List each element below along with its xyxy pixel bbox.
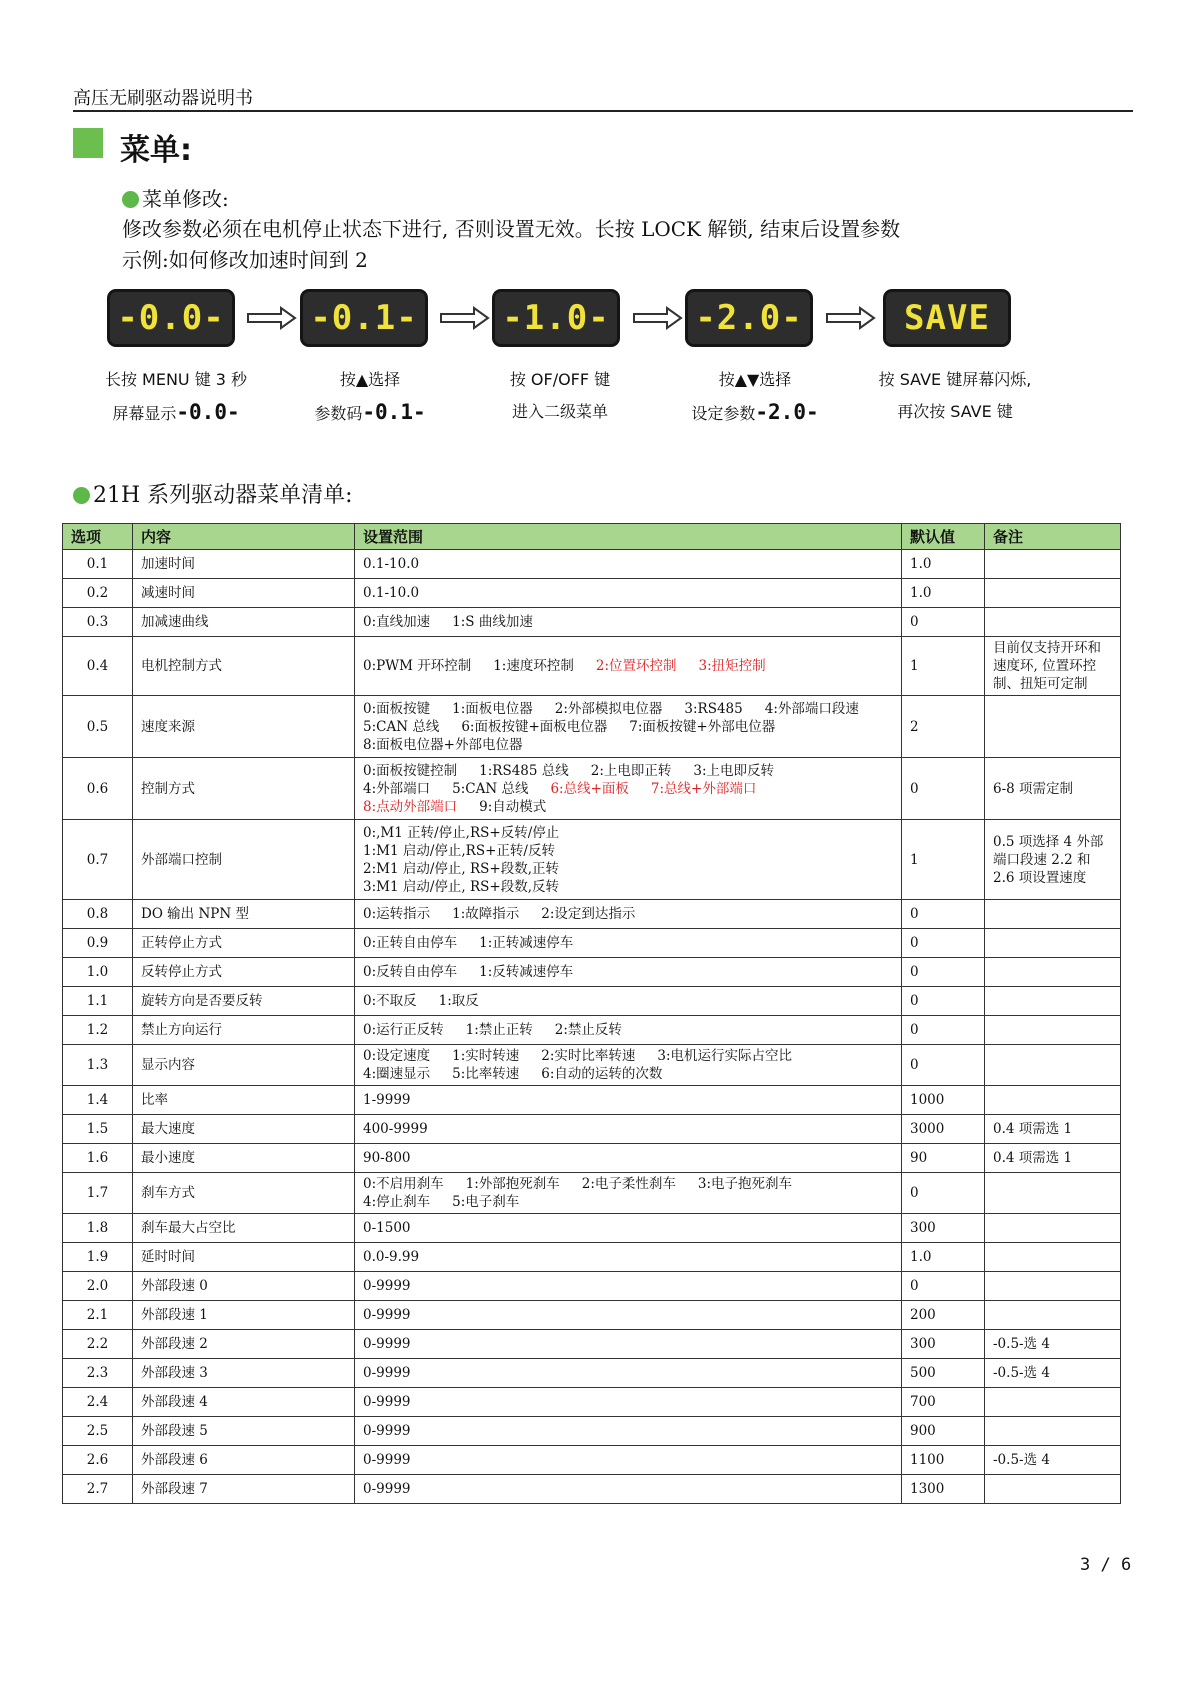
range-option: 0-9999 xyxy=(363,1365,411,1381)
table-row xyxy=(63,1359,1121,1388)
cell-range xyxy=(355,550,902,579)
cell-content: 加速时间 xyxy=(133,550,355,579)
cell-default: 1000 xyxy=(902,1086,985,1115)
range-option: 6:总线+面板 xyxy=(550,780,629,797)
th-default: 默认值 xyxy=(902,524,985,550)
range-option: 0:面板按键控制 xyxy=(363,762,458,779)
cell-default: 1 xyxy=(902,637,985,696)
lcd-text: -2.0- xyxy=(695,298,803,338)
cell-range xyxy=(355,696,902,758)
step-caption-line-2: 屏幕显示-0.0- xyxy=(112,400,240,424)
cell-option: 1.7 xyxy=(63,1173,133,1214)
cell-note xyxy=(985,1301,1121,1330)
range-option: 7:面板按键+外部电位器 xyxy=(629,718,776,735)
range-option: 0:反转自由停车 xyxy=(363,964,458,980)
range-option: 0-9999 xyxy=(363,1452,411,1468)
cell-note xyxy=(985,929,1121,958)
cell-content: 控制方式 xyxy=(133,758,355,820)
range-option: 8:面板电位器+外部电位器 xyxy=(363,736,523,753)
range-option: 4:外部端口 xyxy=(363,780,431,797)
range-option: 1:M1 启动/停止,RS+正转/反转 xyxy=(363,842,555,859)
step-caption-line-1: 按 SAVE 键屏幕闪烁, xyxy=(878,370,1032,389)
step-caption-line-2: 再次按 SAVE 键 xyxy=(897,402,1013,421)
cell-default: 1300 xyxy=(902,1475,985,1504)
menu-table xyxy=(62,523,1121,1504)
cell-range xyxy=(355,1417,902,1446)
cell-option: 0.6 xyxy=(63,758,133,820)
modify-bullet-text: 菜单修改: xyxy=(142,187,229,211)
list-bullet xyxy=(73,478,353,509)
range-option: 5:比率转速 xyxy=(452,1066,520,1082)
range-option: 3:M1 启动/停止, RS+段数,反转 xyxy=(363,878,559,895)
list-bullet-text: 21H 系列驱动器菜单清单: xyxy=(93,483,353,508)
cell-note: -0.5-选 4 xyxy=(985,1446,1121,1475)
cell-default: 0 xyxy=(902,1272,985,1301)
range-option: 2:禁止反转 xyxy=(554,1022,622,1038)
range-option: 90-800 xyxy=(363,1150,411,1166)
cell-content: DO 输出 NPN 型 xyxy=(133,900,355,929)
cell-option: 1.6 xyxy=(63,1144,133,1173)
range-option: 0-1500 xyxy=(363,1220,411,1236)
table-row xyxy=(63,758,1121,820)
step-caption-2 xyxy=(270,364,470,430)
cell-option: 2.5 xyxy=(63,1417,133,1446)
cell-content: 加减速曲线 xyxy=(133,608,355,637)
step-display-5 xyxy=(886,292,1016,344)
cell-content: 正转停止方式 xyxy=(133,929,355,958)
cell-default: 300 xyxy=(902,1214,985,1243)
cell-range xyxy=(355,1330,902,1359)
cell-content: 电机控制方式 xyxy=(133,637,355,696)
th-content: 内容 xyxy=(133,524,355,550)
th-note: 备注 xyxy=(985,524,1121,550)
cell-content: 比率 xyxy=(133,1086,355,1115)
range-option: 5:电子刹车 xyxy=(452,1194,520,1210)
step-caption-value: -0.1- xyxy=(362,400,426,424)
cell-default: 0 xyxy=(902,929,985,958)
cell-default: 1100 xyxy=(902,1446,985,1475)
cell-option: 1.3 xyxy=(63,1045,133,1086)
cell-range xyxy=(355,1301,902,1330)
step-caption-value: -0.0- xyxy=(176,400,240,424)
cell-range xyxy=(355,987,902,1016)
range-option: 2:电子柔性刹车 xyxy=(581,1176,676,1192)
cell-option: 1.5 xyxy=(63,1115,133,1144)
cell-option: 2.1 xyxy=(63,1301,133,1330)
range-option: 3:上电即反转 xyxy=(693,762,775,779)
step-caption-value: -2.0- xyxy=(755,400,819,424)
range-option: 6:面板按键+面板电位器 xyxy=(461,718,608,735)
cell-note xyxy=(985,1016,1121,1045)
range-option: 0:,M1 正转/停止,RS+反转/停止 xyxy=(363,824,560,841)
cell-range xyxy=(355,1359,902,1388)
cell-default: 0 xyxy=(902,1045,985,1086)
cell-default: 1.0 xyxy=(902,1243,985,1272)
range-option: 0:运转指示 xyxy=(363,906,431,922)
step-caption-line-1: 按▲选择 xyxy=(339,370,401,389)
cell-range xyxy=(355,758,902,820)
header-rule xyxy=(73,110,1133,112)
step-caption-3 xyxy=(460,364,660,428)
th-option: 选项 xyxy=(63,524,133,550)
table-row xyxy=(63,1272,1121,1301)
table-row xyxy=(63,550,1121,579)
cell-range xyxy=(355,1173,902,1214)
cell-note xyxy=(985,1045,1121,1086)
cell-note: 目前仅支持开环和速度环, 位置环控制、扭矩可定制 xyxy=(985,637,1121,696)
range-option: 0.1-10.0 xyxy=(363,585,420,601)
table-row xyxy=(63,1388,1121,1417)
table-row xyxy=(63,579,1121,608)
range-option: 0:直线加速 xyxy=(363,614,431,630)
cell-note xyxy=(985,1173,1121,1214)
modify-line-2: 示例:如何修改加速时间到 2 xyxy=(122,248,368,272)
cell-content: 外部段速 6 xyxy=(133,1446,355,1475)
step-caption-1 xyxy=(76,364,276,430)
cell-default: 200 xyxy=(902,1301,985,1330)
cell-option: 2.2 xyxy=(63,1330,133,1359)
cell-default: 0 xyxy=(902,987,985,1016)
cell-range xyxy=(355,579,902,608)
cell-default: 1.0 xyxy=(902,550,985,579)
cell-content: 外部段速 5 xyxy=(133,1417,355,1446)
range-option: 0:PWM 开环控制 xyxy=(363,658,472,674)
range-option: 400-9999 xyxy=(363,1121,428,1137)
table-header-row xyxy=(63,524,1121,550)
range-option: 0:正转自由停车 xyxy=(363,935,458,951)
cell-content: 外部段速 0 xyxy=(133,1272,355,1301)
cell-option: 0.4 xyxy=(63,637,133,696)
cell-default: 0 xyxy=(902,1173,985,1214)
cell-content: 最大速度 xyxy=(133,1115,355,1144)
step-caption-line-1: 按 OF/OFF 键 xyxy=(509,370,611,389)
th-range: 设置范围 xyxy=(355,524,902,550)
cell-content: 旋转方向是否要反转 xyxy=(133,987,355,1016)
cell-option: 1.4 xyxy=(63,1086,133,1115)
cell-option: 2.4 xyxy=(63,1388,133,1417)
cell-range xyxy=(355,820,902,900)
cell-note xyxy=(985,987,1121,1016)
section-title: 菜单: xyxy=(120,133,192,168)
lcd-display xyxy=(688,292,810,344)
table-row xyxy=(63,1243,1121,1272)
table-row xyxy=(63,1144,1121,1173)
range-option: 0:不取反 xyxy=(363,993,417,1009)
lcd-text: -0.1- xyxy=(310,298,418,338)
cell-note xyxy=(985,1388,1121,1417)
cell-option: 2.3 xyxy=(63,1359,133,1388)
cell-option: 1.9 xyxy=(63,1243,133,1272)
cell-range xyxy=(355,1045,902,1086)
cell-content: 显示内容 xyxy=(133,1045,355,1086)
table-body xyxy=(63,550,1121,1504)
cell-option: 0.5 xyxy=(63,696,133,758)
cell-note: 6-8 项需定制 xyxy=(985,758,1121,820)
cell-note: 0.5 项选择 4 外部端口段速 2.2 和 2.6 项设置速度 xyxy=(985,820,1121,900)
range-option: 0:面板按键 xyxy=(363,700,431,717)
cell-default: 2 xyxy=(902,696,985,758)
cell-option: 1.8 xyxy=(63,1214,133,1243)
range-option: 0:不启用刹车 xyxy=(363,1176,444,1192)
step-display-4 xyxy=(688,292,818,344)
table-row xyxy=(63,1330,1121,1359)
right-arrow-icon xyxy=(633,306,683,330)
lcd-text: -0.0- xyxy=(117,298,225,338)
cell-option: 2.0 xyxy=(63,1272,133,1301)
range-option: 0:设定速度 xyxy=(363,1048,431,1064)
range-option: 1:正转减速停车 xyxy=(479,935,574,951)
range-option: 1:故障指示 xyxy=(452,906,520,922)
cell-range xyxy=(355,958,902,987)
cell-default: 0 xyxy=(902,958,985,987)
step-caption-4 xyxy=(655,364,855,430)
range-option: 2:上电即正转 xyxy=(590,762,672,779)
range-option: 4:外部端口段速 xyxy=(764,700,859,717)
cell-note xyxy=(985,1272,1121,1301)
range-option: 2:设定到达指示 xyxy=(541,906,636,922)
table-row xyxy=(63,1475,1121,1504)
cell-content: 刹车方式 xyxy=(133,1173,355,1214)
range-option: 0-9999 xyxy=(363,1394,411,1410)
cell-option: 1.2 xyxy=(63,1016,133,1045)
right-arrow-icon xyxy=(247,306,297,330)
cell-range xyxy=(355,1144,902,1173)
range-option: 3:电机运行实际占空比 xyxy=(657,1048,793,1064)
cell-content: 速度来源 xyxy=(133,696,355,758)
range-option: 3:扭矩控制 xyxy=(698,658,766,674)
cell-range xyxy=(355,1446,902,1475)
cell-option: 0.8 xyxy=(63,900,133,929)
cell-content: 外部段速 4 xyxy=(133,1388,355,1417)
cell-range xyxy=(355,1475,902,1504)
range-option: 0:运行正反转 xyxy=(363,1022,444,1038)
range-option: 1:面板电位器 xyxy=(452,700,533,717)
modify-bullet xyxy=(122,183,229,212)
cell-note: 0.4 项需选 1 xyxy=(985,1144,1121,1173)
cell-default: 3000 xyxy=(902,1115,985,1144)
right-arrow-icon xyxy=(440,306,490,330)
cell-note: -0.5-选 4 xyxy=(985,1330,1121,1359)
range-option: 0.1-10.0 xyxy=(363,556,420,572)
cell-default: 900 xyxy=(902,1417,985,1446)
table-row xyxy=(63,1214,1121,1243)
range-option: 4:停止刹车 xyxy=(363,1194,431,1210)
range-option: 3:电子抱死刹车 xyxy=(697,1176,793,1192)
range-option: 1:外部抱死刹车 xyxy=(465,1176,560,1192)
range-option: 1-9999 xyxy=(363,1092,411,1108)
bullet-dot-icon xyxy=(122,191,139,208)
step-display-1 xyxy=(110,292,240,344)
step-display-3 xyxy=(495,292,625,344)
range-option: 1:实时转速 xyxy=(452,1048,520,1064)
table-row xyxy=(63,608,1121,637)
cell-default: 0 xyxy=(902,1016,985,1045)
cell-content: 外部段速 3 xyxy=(133,1359,355,1388)
table-row xyxy=(63,1045,1121,1086)
section-square-icon xyxy=(73,128,103,158)
range-option: 1:速度环控制 xyxy=(493,658,574,674)
table-row xyxy=(63,1115,1121,1144)
lcd-display xyxy=(495,292,617,344)
menu-steps-diagram xyxy=(104,292,1040,432)
range-option: 0-9999 xyxy=(363,1423,411,1439)
table-row xyxy=(63,1173,1121,1214)
cell-note: -0.5-选 4 xyxy=(985,1359,1121,1388)
cell-note xyxy=(985,1243,1121,1272)
cell-content: 反转停止方式 xyxy=(133,958,355,987)
cell-option: 0.1 xyxy=(63,550,133,579)
cell-range xyxy=(355,1016,902,1045)
cell-default: 300 xyxy=(902,1330,985,1359)
range-option: 2:外部模拟电位器 xyxy=(554,700,663,717)
cell-note xyxy=(985,1475,1121,1504)
cell-range xyxy=(355,1214,902,1243)
modify-line-1: 修改参数必须在电机停止状态下进行, 否则设置无效。长按 LOCK 解锁, 结束后设置参数 xyxy=(122,217,901,241)
right-arrow-icon xyxy=(826,306,876,330)
range-option: 0.0-9.99 xyxy=(363,1249,420,1265)
step-caption-5 xyxy=(855,364,1055,428)
table-row xyxy=(63,987,1121,1016)
range-option: 5:CAN 总线 xyxy=(452,780,529,797)
range-option: 7:总线+外部端口 xyxy=(650,780,757,797)
table-row xyxy=(63,958,1121,987)
cell-range xyxy=(355,900,902,929)
cell-content: 外部段速 1 xyxy=(133,1301,355,1330)
range-option: 1:取反 xyxy=(438,993,479,1009)
lcd-display xyxy=(110,292,232,344)
cell-range xyxy=(355,1115,902,1144)
range-option: 0-9999 xyxy=(363,1278,411,1294)
table-row xyxy=(63,929,1121,958)
table-row xyxy=(63,637,1121,696)
lcd-text: SAVE xyxy=(904,298,990,338)
cell-option: 1.0 xyxy=(63,958,133,987)
cell-option: 0.9 xyxy=(63,929,133,958)
cell-range xyxy=(355,1086,902,1115)
cell-content: 外部端口控制 xyxy=(133,820,355,900)
cell-note: 0.4 项需选 1 xyxy=(985,1115,1121,1144)
range-option: 6:自动的运转的次数 xyxy=(541,1066,663,1082)
cell-range xyxy=(355,929,902,958)
cell-note xyxy=(985,1214,1121,1243)
range-option: 3:RS485 xyxy=(684,700,743,717)
page-number: 3 / 6 xyxy=(1080,1555,1132,1575)
cell-default: 700 xyxy=(902,1388,985,1417)
step-caption-line-2: 设定参数-2.0- xyxy=(691,400,819,424)
cell-option: 0.2 xyxy=(63,579,133,608)
cell-option: 0.3 xyxy=(63,608,133,637)
cell-content: 延时时间 xyxy=(133,1243,355,1272)
range-option: 1:S 曲线加速 xyxy=(452,614,533,630)
range-option: 9:自动模式 xyxy=(479,798,547,815)
table-row xyxy=(63,1417,1121,1446)
range-option: 0-9999 xyxy=(363,1481,411,1497)
cell-content: 外部段速 2 xyxy=(133,1330,355,1359)
step-caption-line-1: 长按 MENU 键 3 秒 xyxy=(104,370,248,389)
cell-default: 0 xyxy=(902,758,985,820)
cell-note xyxy=(985,1086,1121,1115)
cell-default: 90 xyxy=(902,1144,985,1173)
cell-content: 外部段速 7 xyxy=(133,1475,355,1504)
cell-option: 2.7 xyxy=(63,1475,133,1504)
table-row xyxy=(63,1301,1121,1330)
cell-default: 500 xyxy=(902,1359,985,1388)
step-caption-line-2: 参数码-0.1- xyxy=(314,400,426,424)
range-option: 2:M1 启动/停止, RS+段数,正转 xyxy=(363,860,559,877)
cell-note xyxy=(985,579,1121,608)
bullet-dot-icon xyxy=(73,487,90,504)
cell-range xyxy=(355,608,902,637)
table-row xyxy=(63,1086,1121,1115)
table-row xyxy=(63,1016,1121,1045)
cell-option: 2.6 xyxy=(63,1446,133,1475)
cell-content: 减速时间 xyxy=(133,579,355,608)
cell-note xyxy=(985,1417,1121,1446)
cell-range xyxy=(355,1243,902,1272)
lcd-text: -1.0- xyxy=(502,298,610,338)
lcd-display xyxy=(886,292,1008,344)
step-caption-line-1: 按▲▼选择 xyxy=(718,370,792,389)
range-option: 4:圈速显示 xyxy=(363,1066,431,1082)
cell-note xyxy=(985,696,1121,758)
step-caption-line-2: 进入二级菜单 xyxy=(511,402,608,421)
table-row xyxy=(63,696,1121,758)
table-row xyxy=(63,1446,1121,1475)
cell-content: 刹车最大占空比 xyxy=(133,1214,355,1243)
cell-default: 1.0 xyxy=(902,579,985,608)
cell-content: 最小速度 xyxy=(133,1144,355,1173)
document-header-title: 高压无刷驱动器说明书 xyxy=(73,88,253,109)
cell-content: 禁止方向运行 xyxy=(133,1016,355,1045)
cell-note xyxy=(985,958,1121,987)
cell-note xyxy=(985,900,1121,929)
range-option: 2:实时比率转速 xyxy=(541,1048,636,1064)
range-option: 5:CAN 总线 xyxy=(363,718,440,735)
cell-range xyxy=(355,1388,902,1417)
table-row xyxy=(63,820,1121,900)
range-option: 1:RS485 总线 xyxy=(479,762,569,779)
cell-range xyxy=(355,637,902,696)
cell-option: 1.1 xyxy=(63,987,133,1016)
range-option: 1:禁止正转 xyxy=(465,1022,533,1038)
cell-default: 1 xyxy=(902,820,985,900)
table-row xyxy=(63,900,1121,929)
step-display-2 xyxy=(303,292,433,344)
range-option: 0-9999 xyxy=(363,1307,411,1323)
cell-range xyxy=(355,1272,902,1301)
range-option: 1:反转减速停车 xyxy=(479,964,574,980)
cell-default: 0 xyxy=(902,900,985,929)
cell-default: 0 xyxy=(902,608,985,637)
range-option: 0-9999 xyxy=(363,1336,411,1352)
lcd-display xyxy=(303,292,425,344)
cell-option: 0.7 xyxy=(63,820,133,900)
range-option: 2:位置环控制 xyxy=(595,658,677,674)
cell-note xyxy=(985,608,1121,637)
cell-note xyxy=(985,550,1121,579)
range-option: 8:点动外部端口 xyxy=(363,798,458,815)
